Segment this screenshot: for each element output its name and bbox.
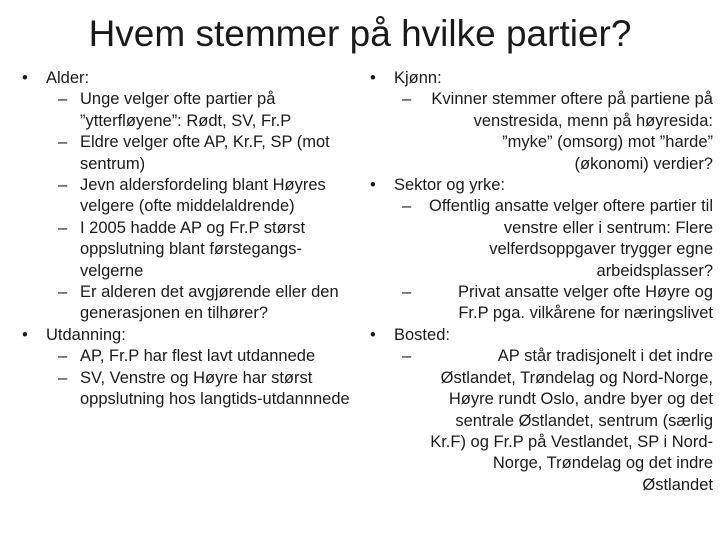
sub-item-text: Er alderen det avgjørende eller den generasjonen en tilhører? <box>80 283 339 323</box>
left-column <box>20 68 365 411</box>
sub-item-text: Jevn aldersfordeling blant Høyres velgere (ofte middelaldrende) <box>80 176 326 216</box>
dash-icon: – <box>402 197 412 216</box>
sub-item-text: AP, Fr.P har flest lavt utdannede <box>80 347 316 366</box>
sub-item-text: AP står tradisjonelt i det indre Østlandet, Trøndelag og Nord-Norge, Høyre rundt Oslo, andre byer og det sentrale Østlandet, sentrum (særlig Kr.F) og Fr.P på Vestlandet, SP i Nord-Norge, Trøndelag og det indre Østlandet <box>430 347 713 494</box>
sub-item <box>20 218 365 282</box>
dash-icon: – <box>58 283 68 302</box>
bullet-icon: • <box>22 69 28 87</box>
sub-item <box>20 132 365 175</box>
dash-icon: – <box>58 347 68 366</box>
bullet-label: Kjønn: <box>394 69 442 87</box>
dash-icon: – <box>402 90 412 109</box>
bullet-icon: • <box>370 325 376 344</box>
sub-item-text: Kvinner stemmer oftere på partiene på venstresida, menn på høyresida: ”myke” (omsorg) mot ”harde” (økonomi) verdier? <box>431 90 713 173</box>
bullet-utdanning <box>20 325 365 346</box>
sub-item <box>368 282 713 325</box>
slide-title: Hvem stemmer på hvilke partier? <box>88 13 632 54</box>
sub-item-text: Unge velger ofte partier på ”ytterfløyene”: Rødt, SV, Fr.P <box>80 90 292 130</box>
dash-icon: – <box>58 368 68 387</box>
bullet-sektor <box>368 175 713 196</box>
sub-item-text: SV, Venstre og Høyre har størst oppslutning hos langtids-utdannnede <box>80 368 350 409</box>
dash-icon: – <box>58 218 68 237</box>
sub-item <box>368 196 713 282</box>
sub-item <box>368 346 713 496</box>
sub-item <box>20 368 365 411</box>
dash-icon: – <box>402 283 412 302</box>
sub-item-text: Privat ansatte velger ofte Høyre og Fr.P pga. vilkårene for næringslivet <box>458 283 713 323</box>
sub-item <box>20 282 365 325</box>
sub-item-text: I 2005 hadde AP og Fr.P størst oppslutning blant førstegangs-velgerne <box>80 218 306 280</box>
bullet-icon: • <box>370 69 376 87</box>
right-column <box>368 68 713 496</box>
sub-item-text: Eldre velger ofte AP, Kr.F, SP (mot sentrum) <box>80 133 330 173</box>
sub-item <box>20 89 365 132</box>
bullet-alder <box>20 68 365 89</box>
bullet-label: Alder: <box>46 69 90 87</box>
sub-item <box>368 89 713 175</box>
bullet-icon: • <box>22 325 28 344</box>
bullet-label: Bosted: <box>394 325 450 344</box>
dash-icon: – <box>58 176 68 195</box>
dash-icon: – <box>402 347 412 366</box>
dash-icon: – <box>58 90 68 109</box>
dash-icon: – <box>58 133 68 152</box>
sub-item-text: Offentlig ansatte velger oftere partier til venstre eller i sentrum: Flere velferdsoppgaver trygger egne arbeidsplasser? <box>428 197 713 280</box>
bullet-label: Sektor og yrke: <box>394 176 505 195</box>
bullet-icon: • <box>370 176 376 195</box>
bullet-kjonn <box>368 68 713 89</box>
sub-item <box>20 346 365 367</box>
sub-item <box>20 175 365 218</box>
bullet-label: Utdanning: <box>46 325 126 344</box>
bullet-bosted <box>368 325 713 346</box>
